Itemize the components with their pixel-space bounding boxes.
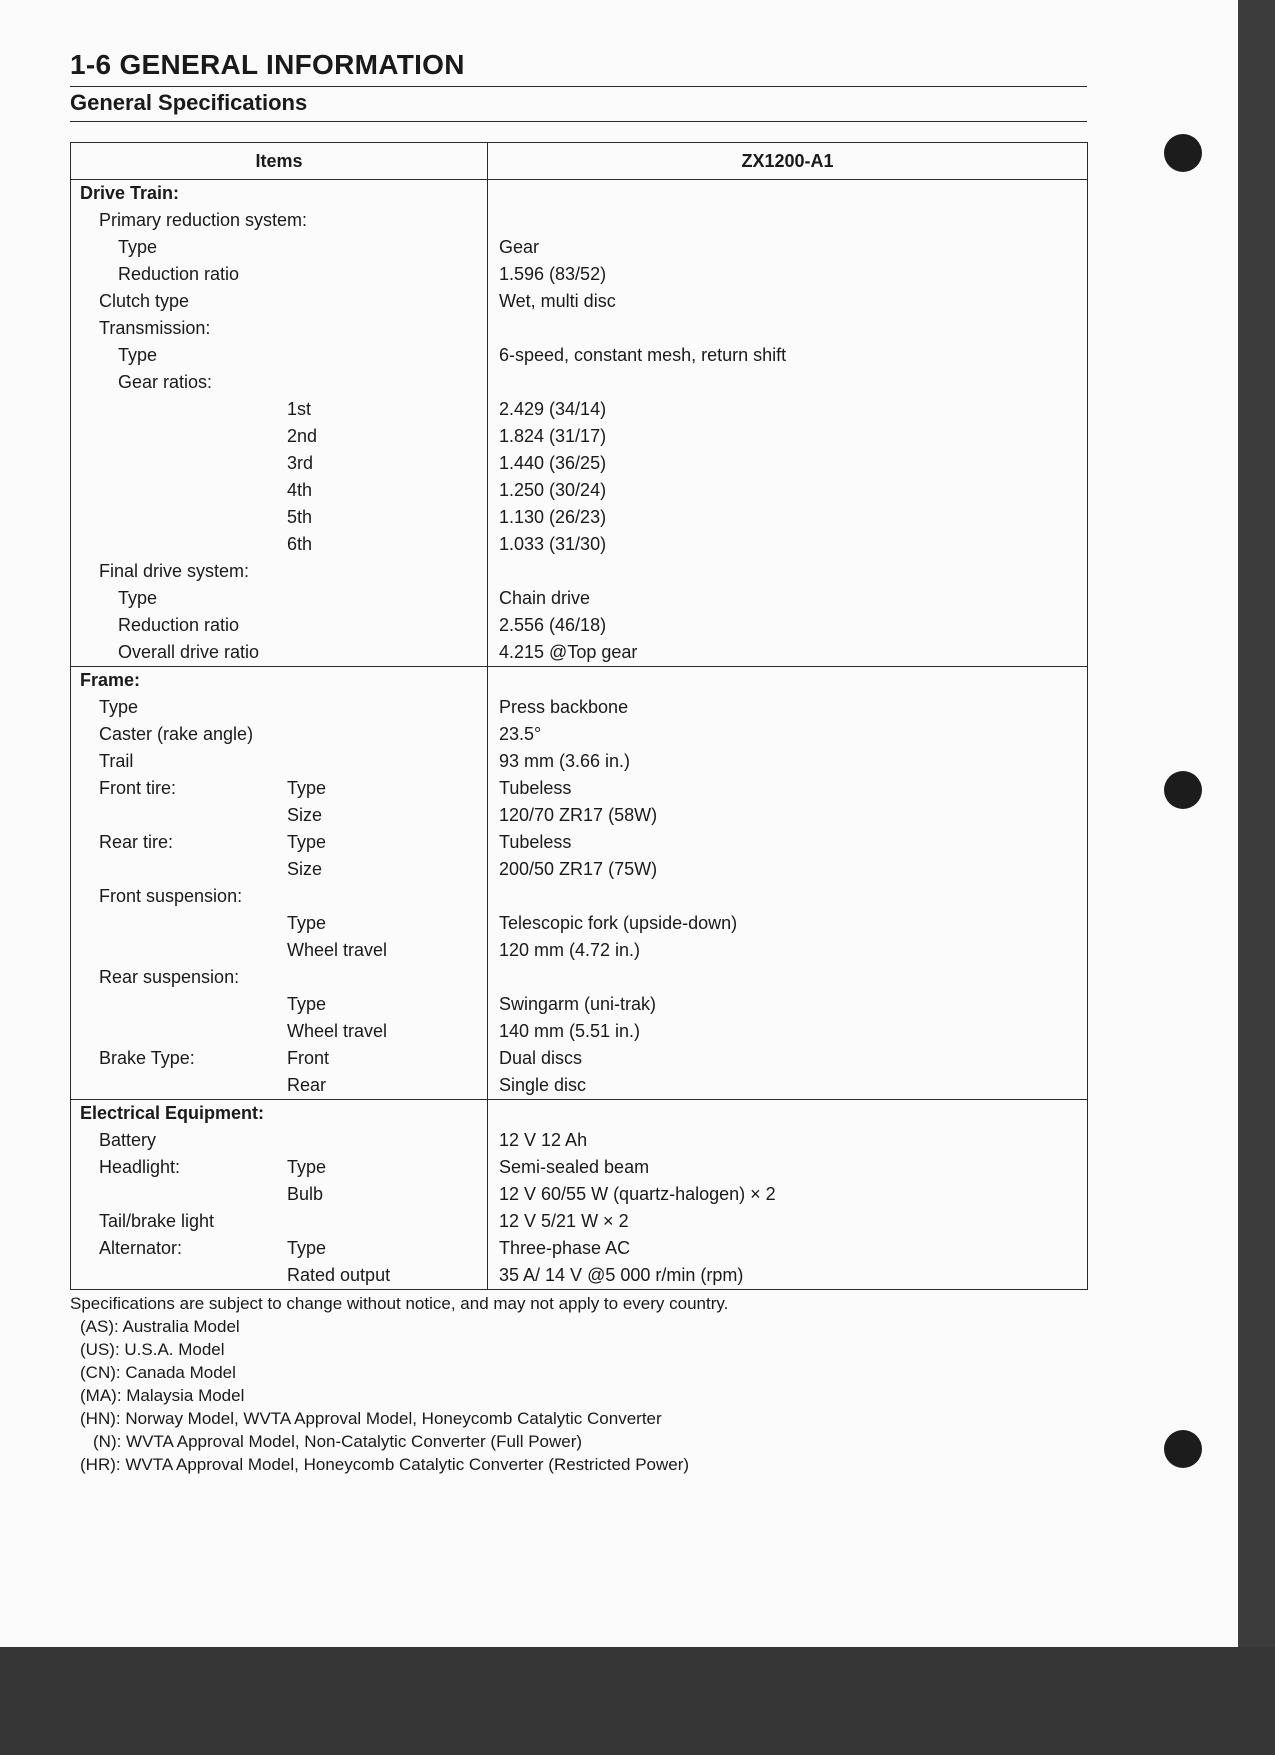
table-header-row (71, 143, 1087, 180)
item-cell (71, 288, 487, 315)
value-cell: Single disc (499, 1075, 587, 1095)
value-cell: 93 mm (3.66 in.) (499, 751, 631, 771)
item-cell (71, 937, 487, 964)
table-row (71, 369, 1087, 396)
item-cell (71, 234, 487, 261)
item-label: Wheel travel (287, 940, 388, 960)
item-label: 4th (287, 480, 313, 500)
item-cell (71, 1127, 487, 1154)
value-cell: Dual discs (499, 1048, 583, 1068)
table-row (71, 1127, 1087, 1154)
table-row (71, 450, 1087, 477)
item-cell (71, 612, 487, 639)
item-cell (71, 396, 487, 423)
item-sublabel: Type (287, 1157, 327, 1177)
value-cell: 1.596 (83/52) (499, 264, 607, 284)
item-cell (71, 315, 487, 342)
footnotes (70, 1292, 728, 1476)
value-cell: 4.215 @Top gear (499, 642, 638, 662)
footnote-model-code: (AS): Australia Model (80, 1317, 240, 1336)
value-cell (487, 315, 1087, 342)
table-row (71, 1072, 1087, 1099)
table-row (71, 558, 1087, 585)
value-cell: 120/70 ZR17 (58W) (499, 805, 658, 825)
value-cell: 1.250 (30/24) (499, 480, 607, 500)
value-cell: 12 V 60/55 W (quartz-halogen) × 2 (499, 1184, 776, 1204)
value-cell (487, 369, 1087, 396)
item-label: Type (287, 913, 327, 933)
category-heading: Electrical Equipment: (80, 1103, 265, 1123)
value-cell: Press backbone (499, 697, 629, 717)
item-label: Final drive system: (99, 561, 250, 581)
table-row (71, 1208, 1087, 1235)
item-cell (71, 910, 487, 937)
value-cell (487, 1100, 1087, 1127)
binder-hole (1164, 1430, 1202, 1468)
value-cell: Tubeless (499, 778, 572, 798)
value-cell: 1.033 (31/30) (499, 534, 607, 554)
item-cell (71, 1235, 487, 1262)
item-label: Reduction ratio (118, 615, 240, 635)
model-column-header: ZX1200-A1 (741, 150, 834, 171)
value-cell (487, 964, 1087, 991)
value-cell (487, 207, 1087, 234)
section-title: General Specifications (70, 89, 1087, 122)
item-label: Type (118, 588, 158, 608)
table-row (71, 423, 1087, 450)
item-label: Reduction ratio (118, 264, 240, 284)
item-label: Gear ratios: (118, 372, 213, 392)
table-row (71, 775, 1087, 802)
item-label: Caster (rake angle) (99, 724, 254, 744)
value-cell: 12 V 12 Ah (499, 1130, 588, 1150)
item-cell (71, 504, 487, 531)
category-heading: Drive Train: (80, 183, 180, 203)
value-cell (487, 180, 1087, 207)
item-cell (71, 775, 487, 802)
item-label: Rear suspension: (99, 967, 240, 987)
value-cell: 12 V 5/21 W × 2 (499, 1211, 629, 1231)
item-label: Type (287, 994, 327, 1014)
table-row (71, 937, 1087, 964)
footnote-model-code: (MA): Malaysia Model (80, 1386, 245, 1405)
item-cell (71, 423, 487, 450)
value-cell: Telescopic fork (upside-down) (499, 913, 738, 933)
item-label: Transmission: (99, 318, 211, 338)
table-row (71, 1154, 1087, 1181)
item-label: Bulb (287, 1184, 324, 1204)
page-title: 1-6 GENERAL INFORMATION (70, 48, 1087, 87)
item-label: Rear (287, 1075, 327, 1095)
item-label: Type (118, 237, 158, 257)
value-cell: 200/50 ZR17 (75W) (499, 859, 658, 879)
item-label: 1st (287, 399, 312, 419)
table-row (71, 694, 1087, 721)
table-row (71, 802, 1087, 829)
table-row (71, 207, 1087, 234)
item-cell (71, 1181, 487, 1208)
table-row (71, 964, 1087, 991)
item-cell (71, 531, 487, 558)
item-cell (71, 991, 487, 1018)
item-label: Size (287, 859, 323, 879)
item-cell (71, 1154, 487, 1181)
table-row (71, 1045, 1087, 1072)
table-row (71, 342, 1087, 369)
table-row (71, 667, 1087, 694)
table-row (71, 829, 1087, 856)
value-cell: Wet, multi disc (499, 291, 616, 311)
item-label: Rated output (287, 1265, 391, 1285)
value-cell: Swingarm (uni-trak) (499, 994, 657, 1014)
item-cell (71, 856, 487, 883)
item-label: Type (99, 697, 139, 717)
scan-border-bottom (0, 1647, 1275, 1755)
table-row (71, 612, 1087, 639)
item-sublabel: Type (287, 832, 327, 852)
value-cell: 1.824 (31/17) (499, 426, 607, 446)
item-label: Type (118, 345, 158, 365)
item-label: Primary reduction system: (99, 210, 308, 230)
value-cell: Semi-sealed beam (499, 1157, 650, 1177)
value-cell: 2.429 (34/14) (499, 399, 607, 419)
item-label: Brake Type: (99, 1048, 195, 1068)
table-row (71, 180, 1087, 207)
item-cell (71, 477, 487, 504)
item-sublabel: Type (287, 778, 327, 798)
value-cell: Three-phase AC (499, 1238, 631, 1258)
item-cell (71, 1072, 487, 1099)
item-cell (71, 1018, 487, 1045)
item-cell (71, 694, 487, 721)
value-cell: Tubeless (499, 832, 572, 852)
table-row (71, 1181, 1087, 1208)
binder-hole (1164, 134, 1202, 172)
table-row (71, 1018, 1087, 1045)
item-cell (71, 261, 487, 288)
table-row (71, 856, 1087, 883)
scan-border-right (1238, 0, 1275, 1647)
binder-hole (1164, 771, 1202, 809)
value-cell: Chain drive (499, 588, 591, 608)
value-cell: 23.5° (499, 724, 542, 744)
value-cell: 1.440 (36/25) (499, 453, 607, 473)
footnote-model-code: (US): U.S.A. Model (80, 1340, 225, 1359)
item-cell (71, 342, 487, 369)
item-label: 2nd (287, 426, 318, 446)
item-cell (71, 639, 487, 666)
table-body (71, 180, 1087, 1289)
item-cell (71, 667, 487, 694)
value-cell: Gear (499, 237, 540, 257)
item-cell (71, 180, 487, 207)
value-cell: 140 mm (5.51 in.) (499, 1021, 641, 1041)
item-cell (71, 558, 487, 585)
value-cell: 1.130 (26/23) (499, 507, 607, 527)
value-cell (487, 883, 1087, 910)
footnote-disclaimer: Specifications are subject to change without notice, and may not apply to every country. (70, 1294, 729, 1313)
item-cell (71, 1262, 487, 1289)
item-label: Trail (99, 751, 134, 771)
item-cell (71, 1045, 487, 1072)
table-row (71, 639, 1087, 666)
item-label: 6th (287, 534, 313, 554)
value-cell (487, 667, 1087, 694)
item-cell (71, 369, 487, 396)
table-row (71, 1262, 1087, 1289)
table-row (71, 991, 1087, 1018)
table-row (71, 1235, 1087, 1262)
item-sublabel: Front (287, 1048, 330, 1068)
item-cell (71, 721, 487, 748)
value-cell (487, 558, 1087, 585)
item-cell (71, 207, 487, 234)
item-cell (71, 450, 487, 477)
table-row (71, 910, 1087, 937)
item-label: Overall drive ratio (118, 642, 260, 662)
item-label: 5th (287, 507, 313, 527)
item-cell (71, 883, 487, 910)
value-cell: 35 A/ 14 V @5 000 r/min (rpm) (499, 1265, 744, 1285)
item-cell (71, 829, 487, 856)
item-cell (71, 748, 487, 775)
item-cell (71, 964, 487, 991)
footnote-model-code: (CN): Canada Model (80, 1363, 236, 1382)
item-label: 3rd (287, 453, 314, 473)
spec-group (71, 667, 1087, 1100)
table-row (71, 721, 1087, 748)
table-row (71, 315, 1087, 342)
table-row (71, 1100, 1087, 1127)
item-label: Clutch type (99, 291, 190, 311)
value-cell: 120 mm (4.72 in.) (499, 940, 641, 960)
item-label: Tail/brake light (99, 1211, 215, 1231)
table-row (71, 234, 1087, 261)
item-label: Wheel travel (287, 1021, 388, 1041)
item-sublabel: Type (287, 1238, 327, 1258)
table-row (71, 504, 1087, 531)
table-row (71, 531, 1087, 558)
item-cell (71, 1208, 487, 1235)
page-header (70, 48, 1087, 122)
table-row (71, 883, 1087, 910)
item-label: Front suspension: (99, 886, 243, 906)
footnote-model-code: (HR): WVTA Approval Model, Honeycomb Catalytic Converter (Restricted Power) (80, 1455, 690, 1474)
table-row (71, 748, 1087, 775)
item-cell (71, 1100, 487, 1127)
item-label: Battery (99, 1130, 157, 1150)
footnote-model-code: (N): WVTA Approval Model, Non-Catalytic Converter (Full Power) (93, 1432, 583, 1451)
spec-group (71, 1100, 1087, 1289)
value-cell: 6-speed, constant mesh, return shift (499, 345, 787, 365)
item-label: Rear tire: (99, 832, 174, 852)
item-label: Size (287, 805, 323, 825)
table-row (71, 396, 1087, 423)
spec-group (71, 180, 1087, 667)
table-row (71, 288, 1087, 315)
spec-table (70, 142, 1088, 1290)
items-column-header: Items (71, 143, 488, 179)
category-heading: Frame: (80, 670, 141, 690)
item-cell (71, 585, 487, 612)
item-cell (71, 802, 487, 829)
table-row (71, 477, 1087, 504)
footnote-model-code: (HN): Norway Model, WVTA Approval Model, Honeycomb Catalytic Converter (80, 1409, 662, 1428)
table-row (71, 585, 1087, 612)
item-label: Front tire: (99, 778, 177, 798)
value-cell: 2.556 (46/18) (499, 615, 607, 635)
item-label: Headlight: (99, 1157, 181, 1177)
item-label: Alternator: (99, 1238, 183, 1258)
table-row (71, 261, 1087, 288)
